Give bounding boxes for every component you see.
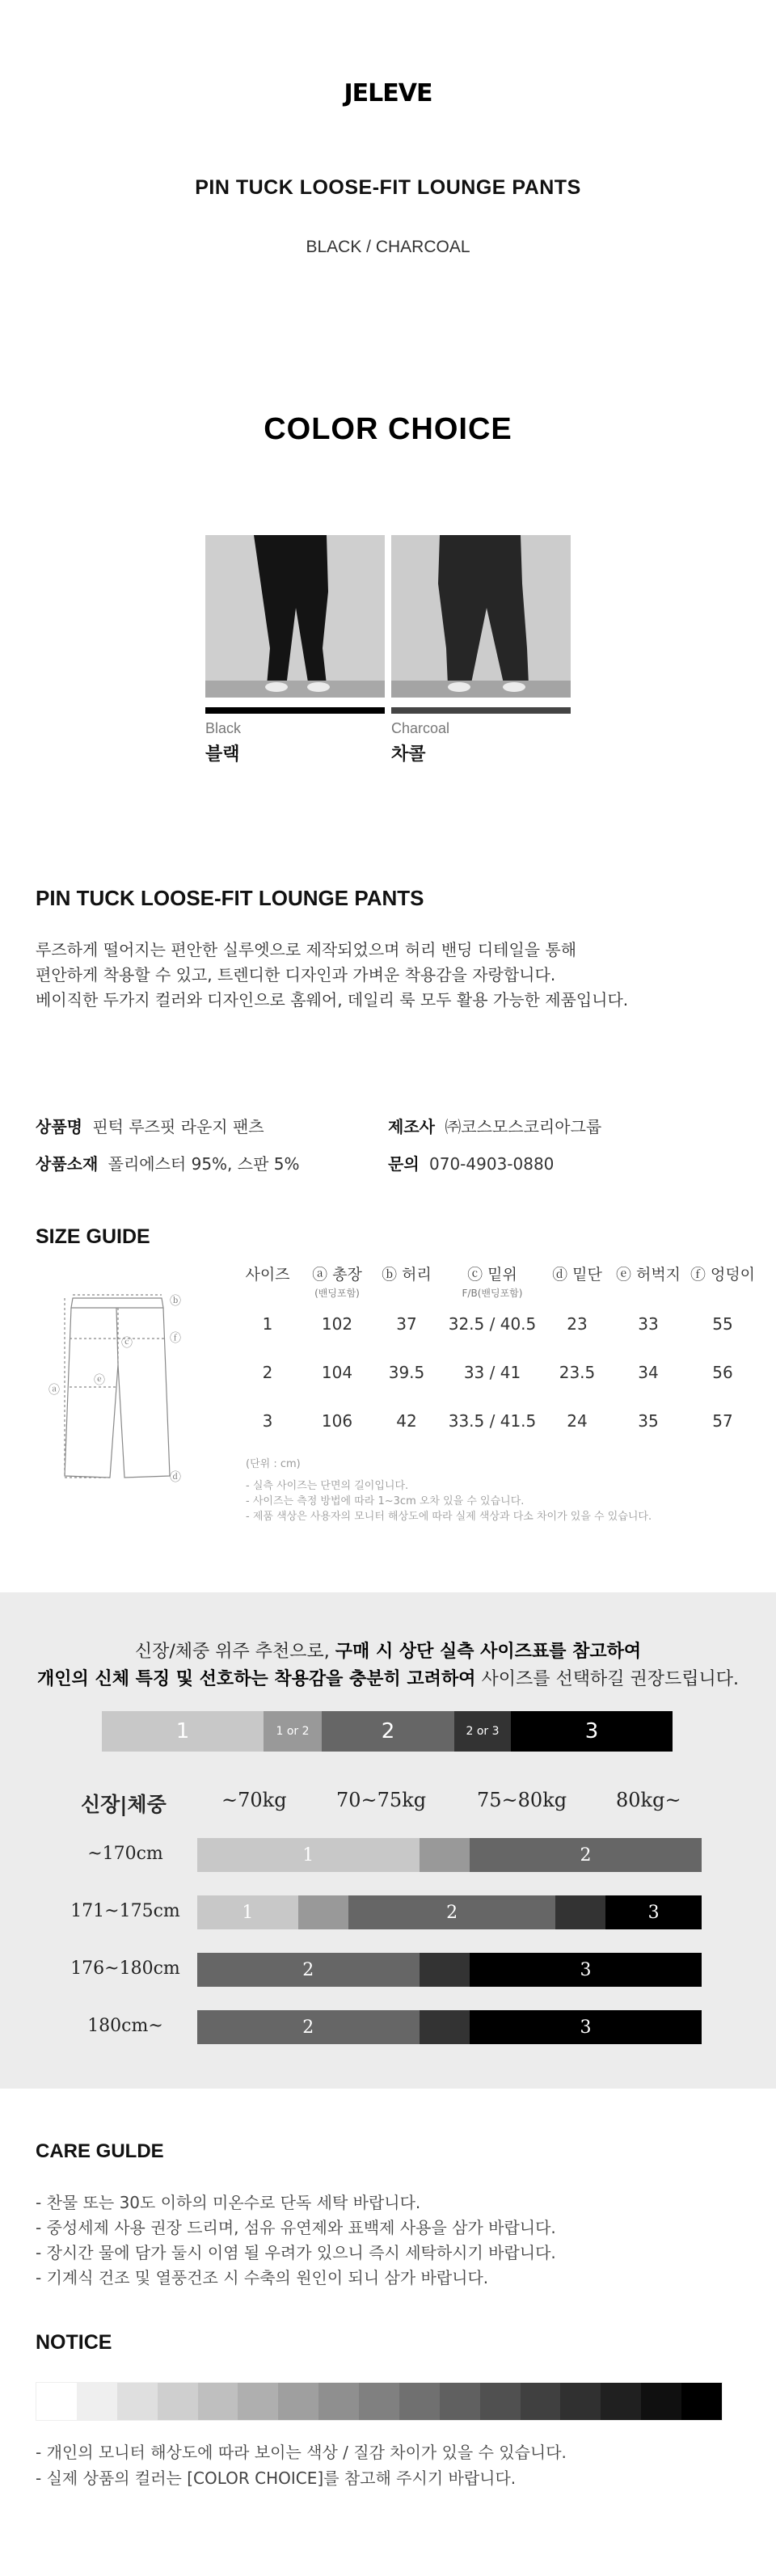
gradient-step: [278, 2383, 318, 2420]
spec-material: [36, 1151, 300, 1174]
spec-product-name: [36, 1114, 264, 1137]
size-note: - 제품 색상은 사용자의 모니터 해상도에 따라 실제 색상과 다소 차이가 있을 수 있습니다.: [246, 1511, 652, 1523]
gradient-step: [359, 2383, 399, 2420]
size-table-row: [234, 1411, 752, 1444]
size-table-cell: 3: [262, 1411, 273, 1431]
diagram-label: ⓔ: [94, 1374, 105, 1387]
scale-segment: 1: [102, 1711, 264, 1752]
size-table-cell: 32.5 / 40.5: [448, 1314, 537, 1334]
matrix-bar-segment: [420, 1953, 470, 1987]
gradient-step: [440, 2383, 480, 2420]
size-table-cell: 2: [262, 1363, 273, 1382]
matrix-bar-segment: [298, 1895, 348, 1929]
color-choice-heading: COLOR CHOICE: [264, 412, 512, 446]
model-photo-charcoal: [391, 535, 571, 698]
matrix-header-label: 신장|체중: [81, 1793, 167, 1816]
matrix-bar-segment: [555, 1895, 605, 1929]
spec-value: 폴리에스터 95%, 스판 5%: [108, 1154, 300, 1174]
spec-contact: [388, 1151, 554, 1174]
diagram-label: ⓑ: [170, 1295, 181, 1308]
matrix-bar-segment: 2: [197, 2010, 420, 2044]
size-header-cell: ⓕ 엉덩이: [690, 1266, 756, 1284]
gradient-step: [117, 2383, 158, 2420]
description-line: 베이직한 두가지 컬러와 디자인으로 홈웨어, 데일리 룩 모두 활용 가능한 제품입니다.: [36, 990, 629, 1010]
size-table-cell: 104: [321, 1363, 353, 1382]
matrix-bar-segment: 2: [348, 1895, 555, 1929]
size-header-cell: ⓒ 밑위 F/B(밴딩포함): [462, 1266, 523, 1299]
gradient-step: [198, 2383, 238, 2420]
size-table-cell: 35: [638, 1411, 659, 1431]
spec-label: 문의: [388, 1154, 420, 1174]
size-guide-title: SIZE GUIDE: [36, 1225, 150, 1248]
notice-item: - 개인의 모니터 해상도에 따라 보이는 색상 / 질감 차이가 있을 수 있습니다.: [36, 2443, 567, 2462]
scale-segment: 2: [322, 1711, 454, 1752]
matrix-bar-segment: [420, 2010, 470, 2044]
size-header-cell: 사이즈: [245, 1266, 290, 1284]
size-table-cell: 24: [567, 1411, 588, 1431]
size-unit-note: (단위 : cm): [246, 1458, 301, 1470]
gradient-step: [521, 2383, 561, 2420]
notice-item: - 실제 상품의 컬러는 [COLOR CHOICE]를 참고해 주시기 바랍니다.: [36, 2468, 517, 2488]
size-note: - 사이즈는 측정 방법에 따라 1~3cm 오차 있을 수 있습니다.: [246, 1495, 525, 1507]
care-item: - 찬물 또는 30도 이하의 미온수로 단독 세탁 바랍니다.: [36, 2193, 421, 2212]
size-table-cell: 37: [396, 1314, 417, 1334]
size-table-cell: 106: [321, 1411, 353, 1431]
description-text: [36, 938, 628, 1013]
spec-label: 상품명: [36, 1117, 82, 1136]
size-header-cell: ⓐ 총장 (밴딩포함): [312, 1266, 362, 1299]
size-table-cell: 39.5: [388, 1363, 425, 1382]
matrix-height-label: 180cm~: [87, 2016, 163, 2036]
size-table-cell: 34: [638, 1363, 659, 1382]
size-header-cell: ⓓ 밑단: [552, 1266, 602, 1284]
matrix-bar-segment: 2: [197, 1953, 420, 1987]
matrix-bar-segment: 1: [197, 1895, 298, 1929]
swatch-color-bar: [391, 707, 571, 714]
size-table-cell: 57: [712, 1411, 733, 1431]
matrix-weight-label: ~70kg: [221, 1789, 287, 1811]
matrix-size-bar: [197, 2010, 702, 2044]
size-table-row: [234, 1363, 752, 1395]
model-photo-black: [205, 535, 385, 698]
diagram-label: ⓒ: [121, 1337, 133, 1350]
gradient-step: [480, 2383, 521, 2420]
gradient-step: [238, 2383, 278, 2420]
swatch-name-en: Black: [205, 720, 242, 736]
color-swatch-black[interactable]: [205, 535, 385, 765]
spec-value: 070-4903-0880: [429, 1154, 555, 1174]
size-table-cell: 55: [712, 1314, 733, 1334]
spec-value: ㈜코스모스코리아그룹: [445, 1117, 602, 1136]
diagram-label: ⓕ: [170, 1332, 181, 1345]
recommendation-line-1: 신장/체중 위주 추천으로, 구매 시 상단 실측 사이즈표를 참고하여: [134, 1642, 642, 1662]
scale-segment: 2 or 3: [454, 1711, 511, 1752]
description-line: 루즈하게 떨어지는 편안한 실루엣으로 제작되었으며 허리 밴딩 디테일을 통해: [36, 940, 577, 959]
care-guide-list: [36, 2190, 556, 2291]
swatch-color-bar: [205, 707, 385, 714]
care-item: - 기계식 건조 및 열풍건조 시 수축의 원인이 되니 삼가 바랍니다.: [36, 2268, 489, 2287]
size-table-header: [234, 1263, 756, 1299]
model-figure-icon: [391, 535, 571, 698]
matrix-bar-segment: 1: [197, 1838, 420, 1872]
size-header-cell: ⓑ 허리: [382, 1266, 432, 1284]
gradient-step: [681, 2383, 722, 2420]
size-scale-legend: [102, 1711, 673, 1752]
spec-manufacturer: [388, 1114, 601, 1137]
model-figure-icon: [205, 535, 385, 698]
gradient-step: [560, 2383, 601, 2420]
matrix-weight-label: 70~75kg: [336, 1789, 427, 1811]
matrix-height-label: ~170cm: [87, 1844, 163, 1864]
size-note: - 실측 사이즈는 단면의 길이입니다.: [246, 1480, 409, 1492]
description-line: 편안하게 착용할 수 있고, 트렌디한 디자인과 가벼운 착용감을 자랑합니다.: [36, 965, 556, 984]
size-table-cell: 33.5 / 41.5: [448, 1411, 537, 1431]
diagram-label: ⓓ: [170, 1471, 181, 1484]
matrix-bar-segment: 2: [470, 1838, 702, 1872]
swatch-name-ko: 차콜: [391, 744, 426, 765]
matrix-size-bar: [197, 1895, 702, 1929]
size-notes: [246, 1457, 652, 1524]
notice-title: NOTICE: [36, 2331, 112, 2354]
size-header-cell: ⓔ 허벅지: [615, 1266, 681, 1284]
size-table-cell: 23.5: [559, 1363, 596, 1382]
gradient-step: [36, 2383, 77, 2420]
size-table-cell: 1: [262, 1314, 273, 1334]
spec-label: 제조사: [388, 1117, 435, 1136]
size-table-cell: 102: [321, 1314, 353, 1334]
description-title: PIN TUCK LOOSE-FIT LOUNGE PANTS: [36, 886, 424, 910]
matrix-bar-segment: [420, 1838, 470, 1872]
care-item: - 장시간 물에 담가 둘시 이염 될 우려가 있으니 즉시 세탁하시기 바랍니다.: [36, 2243, 556, 2262]
gradient-step: [399, 2383, 440, 2420]
recommendation-line-2: 개인의 신체 특징 및 선호하는 착용감을 충분히 고려하여 사이즈를 선택하길 권장드립니다.: [37, 1669, 739, 1689]
matrix-height-label: 171~175cm: [70, 1901, 180, 1921]
size-table-cell: 33: [638, 1314, 659, 1334]
gradient-step: [641, 2383, 681, 2420]
diagram-label: ⓐ: [48, 1384, 60, 1397]
matrix-bar-segment: 3: [470, 2010, 702, 2044]
matrix-weight-label: 75~80kg: [477, 1789, 567, 1811]
swatch-name-en: Charcoal: [391, 720, 450, 736]
gradient-step: [77, 2383, 117, 2420]
swatch-name-ko: 블랙: [205, 744, 240, 765]
brand-logo: JELEVE: [344, 79, 432, 108]
matrix-size-bar: [197, 1838, 702, 1872]
size-table-cell: 33 / 41: [463, 1363, 521, 1382]
care-guide-title: CARE GULDE: [36, 2140, 164, 2162]
pants-diagram-icon: [40, 1290, 226, 1492]
size-table-cell: 23: [567, 1314, 588, 1334]
color-swatch-charcoal[interactable]: [391, 535, 571, 765]
color-gradient-strip: [36, 2382, 723, 2421]
matrix-size-bar: [197, 1953, 702, 1987]
gradient-step: [601, 2383, 641, 2420]
scale-segment: 1 or 2: [264, 1711, 322, 1752]
size-table-cell: 42: [396, 1411, 417, 1431]
scale-segment: 3: [511, 1711, 673, 1752]
size-table-row: [234, 1314, 752, 1347]
spec-value: 핀턱 루즈핏 라운지 팬츠: [92, 1117, 264, 1136]
notice-list: [36, 2439, 567, 2491]
matrix-height-label: 176~180cm: [70, 1958, 180, 1979]
matrix-bar-segment: 3: [605, 1895, 702, 1929]
product-title: PIN TUCK LOOSE-FIT LOUNGE PANTS: [195, 176, 581, 199]
product-color-options: BLACK / CHARCOAL: [306, 238, 470, 256]
matrix-bar-segment: 3: [470, 1953, 702, 1987]
gradient-step: [158, 2383, 198, 2420]
size-table-cell: 56: [712, 1363, 733, 1382]
care-item: - 중성세제 사용 권장 드리며, 섬유 유연제와 표백제 사용을 삼가 바랍니다.: [36, 2218, 556, 2237]
gradient-step: [318, 2383, 359, 2420]
matrix-weight-label: 80kg~: [616, 1789, 681, 1811]
spec-label: 상품소재: [36, 1154, 99, 1174]
